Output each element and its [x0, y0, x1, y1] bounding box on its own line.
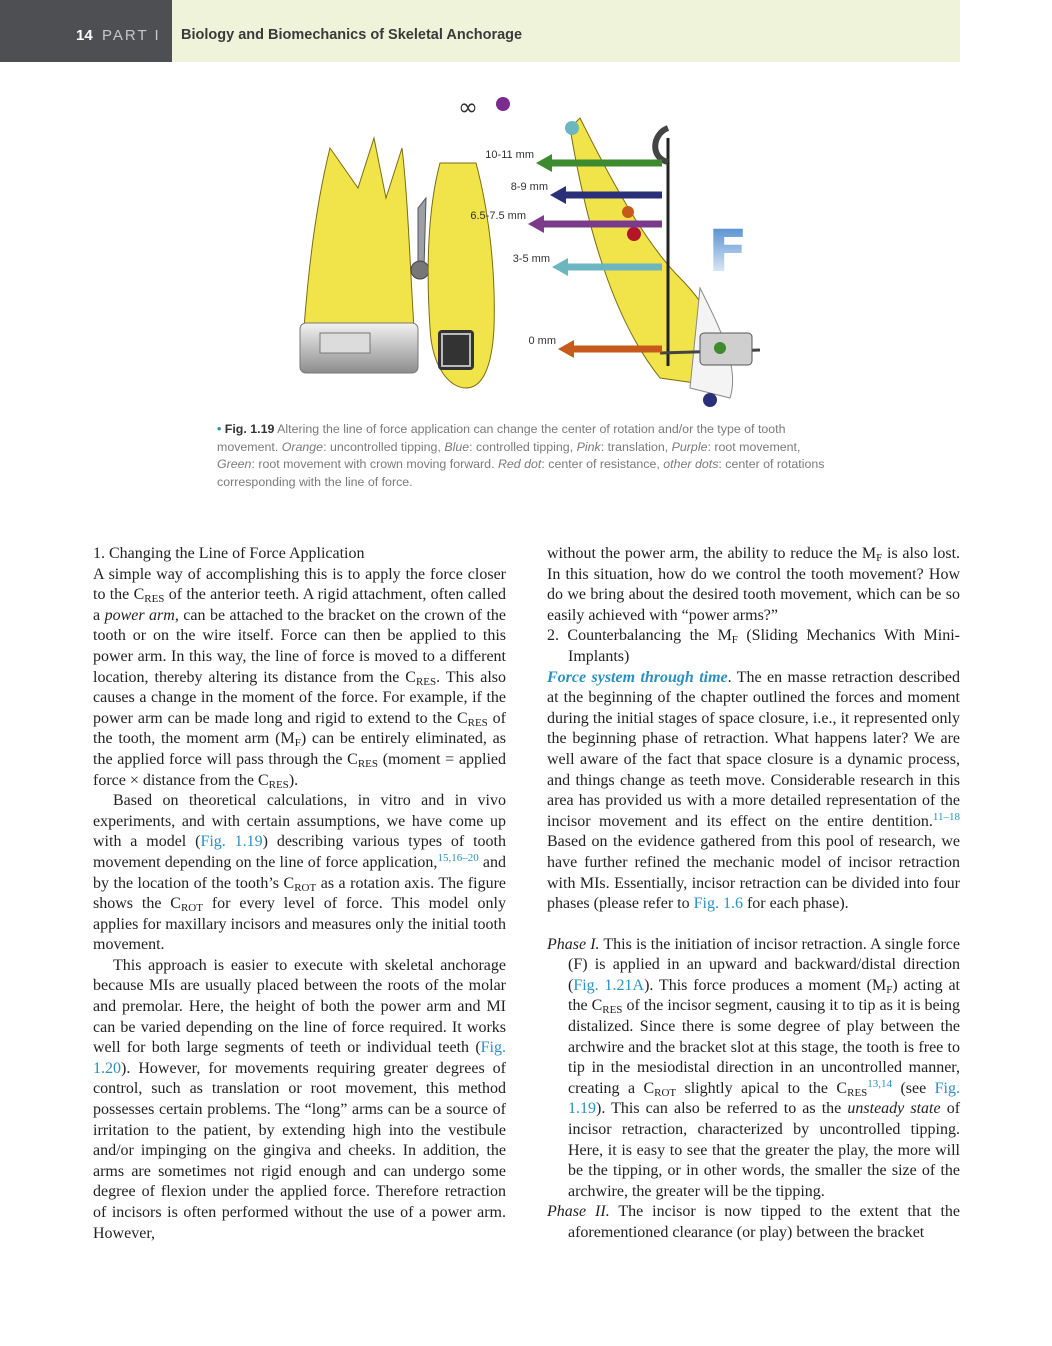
- figure-caption: [217, 421, 839, 491]
- distance-label: 10-11 mm: [485, 149, 534, 161]
- front-bracket-slot: [320, 333, 370, 353]
- caption-text: : controlled tipping,: [469, 439, 577, 454]
- incisor-bracket: [700, 333, 752, 365]
- caption-text: : translation,: [600, 439, 672, 454]
- chapter-title: Biology and Biomechanics of Skeletal Anchorage: [181, 27, 523, 43]
- section-heading-2: 2. Counterbalancing the $M_F$ (Sliding Mechanics With Mini-Implants): [547, 627, 961, 665]
- right-column: [547, 544, 960, 1244]
- figure-link[interactable]: Fig. 1.6: [693, 895, 743, 913]
- caption-pink: Pink: [576, 439, 601, 454]
- left-column: [93, 544, 506, 1244]
- phase-1-paragraph: Phase I. This is the initiation of incisor retraction. A single force (F) is applied in an upward and backward/distal direction (Fig. 1.21A). This force produces a moment $(M_F)$ acting at the $C_{RES}$ of the incisor segment, causing it to tip as it is being distalized. Since there is some degree of play between the archwire and the bracket slot at this stage, the tooth is free to tip in the mesiodistal direction in an uncontrolled manner, creating a $C_{ROT}$ slightly apical to the $C_{RES}^{13,14}$ (see Fig. 1.19). This can also be referred to as the unsteady state of incisor retraction, characterized by uncontrolled tipping. Here, it is easy to see that the greater the play, the more will be the tipping, or in other words, the smaller the size of the archwire, the greater will be the tipping.: [547, 935, 961, 1200]
- distance-label: 8-9 mm: [510, 181, 548, 193]
- force-arrow-head: [552, 258, 568, 276]
- power-arm: [418, 198, 426, 268]
- force-letter: F: [708, 217, 748, 285]
- paragraph: Based on theoretical calculations, in vitro and in vivo experiments, and with certain assumptions, we have come up with a model (Fig. 1.19) describing various types of tooth movement depending on the line of force application,$^{15,16-20}$ and by the location of the tooth’s $C_{ROT}$ as a rotation axis. The figure shows the $C_{ROT}$ for every level of force. This model only applies for maxillary incisors and measures only the initial tooth movement.: [93, 792, 506, 954]
- caption-text: : center of rotations corresponding with the line of force.: [217, 457, 825, 489]
- force-arrow-head: [528, 215, 544, 233]
- caption-text: : uncontrolled tipping,: [323, 439, 445, 454]
- caption-fig-label: Fig. 1.19: [224, 422, 275, 436]
- figure-link[interactable]: Fig. 1.19: [568, 1079, 960, 1118]
- caption-purple: Purple: [671, 439, 708, 454]
- rotation-dot-blue: [703, 393, 717, 407]
- center-of-resistance-dot: [627, 227, 641, 241]
- rotation-dot-teal: [565, 121, 579, 135]
- caption-text: Altering the line of force application can change the center of rotation and/or the type of tooth movement.: [217, 422, 786, 454]
- arch-hook: [655, 128, 668, 162]
- tooth-force-diagram: [290, 88, 770, 418]
- section-heading-1: 1. Changing the Line of Force Application: [93, 545, 365, 562]
- infinity-symbol: ∞: [458, 93, 478, 121]
- paragraph: A simple way of accomplishing this is to apply the force closer to the $C_{RES}$ of the anterior teeth. A rigid attachment, often called a power arm, can be attached to the bracket on the crown of the tooth or on the wire itself. Force can then be applied to this power arm. In this way, the line of force is moved to a different location, thereby altering its distance from the $C_{RES}$. This also causes a change in the moment of the force. For example, if the power arm can be made long and rigid to extend to the $C_{RES}$ of the tooth, the moment arm $(M_F)$ can be entirely eliminated, as the applied force will pass through the $C_{RES}$ (moment = applied force × distance from the $C_{RES}$).: [93, 565, 507, 791]
- paragraph: without the power arm, the ability to reduce the $M_F$ is also lost. In this situation, how do we control the tooth movement? How do we bring about the desired tooth movement, which can be so easily achieved with “power arms?”: [547, 545, 961, 624]
- phase-2-paragraph: Phase II. The incisor is now tipped to the extent that the aforementioned clearance (or play) between the bracket: [547, 1203, 960, 1241]
- force-arrow-head: [558, 340, 574, 358]
- figure-link[interactable]: Fig. 1.20: [93, 1039, 506, 1077]
- distance-label: 0 mm: [528, 335, 556, 347]
- part-label: PART I: [102, 27, 161, 44]
- figure-link[interactable]: Fig. 1.21A: [573, 976, 645, 994]
- force-arrow-head: [536, 154, 552, 172]
- page-number: 14: [76, 27, 93, 44]
- distance-label: 3-5 mm: [512, 253, 550, 265]
- subsection-title: Force system through time: [547, 668, 728, 686]
- caption-text: : center of resistance,: [541, 457, 664, 471]
- figure-1-19: [290, 88, 770, 418]
- figure-link[interactable]: Fig. 1.19: [200, 833, 263, 851]
- caption-green: Green: [217, 457, 252, 471]
- power-arm-hook: [411, 261, 429, 279]
- caption-text: : root movement with crown moving forward.: [251, 457, 498, 471]
- running-header: [0, 0, 960, 62]
- rotation-dot-green: [714, 342, 726, 354]
- caption-text: : root movement,: [707, 439, 801, 454]
- force-arrow-head: [550, 186, 566, 204]
- infinity-rotation-dot: [496, 97, 510, 111]
- reference-link[interactable]: 13,14: [867, 1077, 893, 1090]
- caption-bullet: •: [217, 422, 222, 436]
- distance-label: 6.5-7.5 mm: [470, 210, 526, 222]
- paragraph: Force system through time. The en masse retraction described at the beginning of the chapter outlined the forces and moment during the initial stages of space closure, i.e., it represented only the beginning phase of retraction. What happens later? We are well aware of the fact that space closure is a dynamic process, and things change as teeth move. Considerable research in this area has provided us with a more detailed representation of the incisor movement and its effect on the entire dentition.$^{11-18}$ Based on the evidence gathered from this pool of research, we have further refined the mechanic model of incisor retraction with MIs. Essentially, incisor retraction can be divided into four phases (please refer to Fig. 1.6 for each phase).: [547, 668, 961, 913]
- caption-other-dots: other dots: [663, 457, 719, 471]
- rotation-dot-orange: [622, 206, 634, 218]
- paragraph: This approach is easier to execute with skeletal anchorage because MIs are usually placed between the roots of the molar and premolar. Here, the height of both the power arm and MI can be varied depending on the line of force required. It works well for both large segments of teeth or individual teeth (Fig. 1.20). However, for movements requiring greater degrees of control, such as translation or root movement, this method possesses certain problems. The “long” arms can be a source of irritation to the patient, by extending high into the vestibule and/or impinging on the gingiva and cheeks. In addition, the arms are sometimes not rigid enough and can undergo some degree of flexion under the applied force. Therefore retraction of incisors is often performed without the use of a power arm. However,: [93, 956, 506, 1242]
- side-bracket: [438, 330, 474, 370]
- caption-orange: Orange: [281, 439, 324, 454]
- reference-link[interactable]: 11–18: [932, 810, 960, 823]
- caption-red-dot: Red dot: [497, 457, 542, 471]
- caption-blue: Blue: [444, 439, 470, 454]
- reference-link[interactable]: 15,16–20: [437, 851, 479, 864]
